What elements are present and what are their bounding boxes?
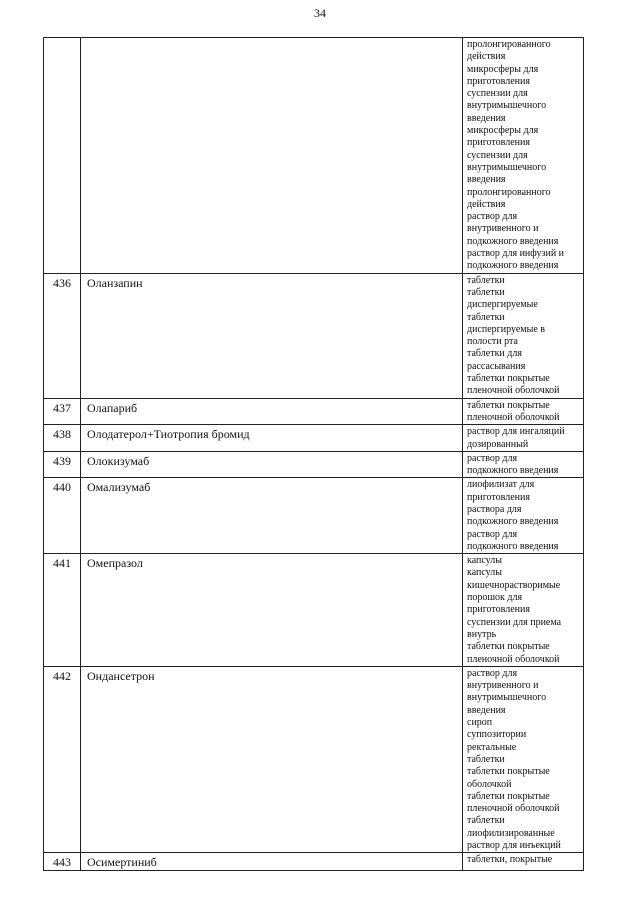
dosage-form-line: таблетки покрытые <box>467 641 550 653</box>
drug-name: Олокизумаб <box>81 451 463 478</box>
dosage-form-line: суспензии для приема <box>467 616 562 628</box>
table-row <box>44 273 584 398</box>
dosage-form-line: микросферы для <box>467 63 539 75</box>
dosage-form-line: подкожного введения <box>467 235 559 247</box>
table-row <box>44 451 584 478</box>
dosage-form-line: введения <box>467 704 506 716</box>
dosage-form-line: ректальные <box>467 741 517 753</box>
dosage-form-line: таблетки <box>467 753 505 765</box>
row-number: 442 <box>44 666 81 852</box>
dosage-forms <box>463 478 584 554</box>
dosage-form-line: раствор для инъекций <box>467 840 561 851</box>
dosage-form-line: оболочкой <box>467 778 512 790</box>
dosage-form-line: пленочной оболочкой <box>467 653 560 665</box>
dosage-form-line: таблетки <box>467 286 505 298</box>
dosage-form-line: диспергируемые в <box>467 323 546 335</box>
dosage-form-line: таблетки <box>467 311 505 323</box>
table-row <box>44 478 584 554</box>
dosage-form-line: внутримышечного <box>467 161 547 173</box>
dosage-forms <box>463 666 584 852</box>
table-row <box>44 853 584 871</box>
dosage-forms <box>463 398 584 425</box>
row-number <box>44 38 81 274</box>
dosage-form-line: пленочной оболочкой <box>467 803 560 815</box>
dosage-form-line: раствор для <box>467 452 518 464</box>
dosage-form-line: приготовления <box>467 75 530 87</box>
dosage-form-line: кишечнорастворимые <box>467 579 561 591</box>
dosage-form-line: диспергируемые <box>467 299 538 311</box>
dosage-form-line: лиофилизированные <box>467 827 555 839</box>
row-number: 441 <box>44 554 81 667</box>
dosage-form-line: внутримышечного <box>467 692 547 704</box>
row-number: 436 <box>44 273 81 398</box>
dosage-form-line: пленочной оболочкой <box>467 411 560 423</box>
row-number: 443 <box>44 853 81 871</box>
dosage-form-line: таблетки <box>467 274 505 286</box>
dosage-form-line: пролонгированного <box>467 186 551 198</box>
dosage-form-line: раствор для <box>467 667 518 679</box>
dosage-forms <box>463 853 584 871</box>
dosage-form-line: таблетки, покрытые <box>467 854 553 866</box>
dosage-form-line: рассасывания <box>467 360 526 372</box>
drug-name: Олодатерол+Тиотропия бромид <box>81 425 463 452</box>
dosage-form-line: приготовления <box>467 491 530 503</box>
dosage-form-line: действия <box>467 51 506 63</box>
dosage-form-line: таблетки покрытые <box>467 373 550 385</box>
dosage-form-line: суспензии для <box>467 88 528 100</box>
dosage-form-line: раствор для <box>467 211 518 223</box>
medicines-table-body <box>44 38 584 871</box>
table-row <box>44 666 584 852</box>
dosage-forms <box>463 425 584 452</box>
dosage-form-line: лиофилизат для <box>467 479 535 491</box>
dosage-form-line: раствор для инфузий и <box>467 248 565 260</box>
dosage-form-line: таблетки покрытые <box>467 790 550 802</box>
table-row <box>44 425 584 452</box>
dosage-form-line: внутривенного и <box>467 223 539 235</box>
dosage-form-line: сироп <box>467 717 493 729</box>
dosage-form-line: введения <box>467 174 506 186</box>
dosage-form-line: действия <box>467 198 506 210</box>
dosage-form-line: таблетки для <box>467 348 522 360</box>
medicines-table <box>43 37 584 871</box>
dosage-form-line: полости рта <box>467 336 518 348</box>
dosage-form-line: раствора для <box>467 503 522 515</box>
dosage-form-line: введения <box>467 112 506 124</box>
dosage-form-line: внутривенного и <box>467 680 539 692</box>
dosage-form-line: суппозитории <box>467 729 527 741</box>
dosage-form-line: подкожного введения <box>467 540 559 552</box>
dosage-form-line: таблетки покрытые <box>467 399 550 411</box>
dosage-form-line: капсулы <box>467 555 502 567</box>
drug-name: Осимертиниб <box>81 853 463 871</box>
drug-name <box>81 38 463 274</box>
row-number: 440 <box>44 478 81 554</box>
dosage-form-line: суспензии для <box>467 149 528 161</box>
row-number: 437 <box>44 398 81 425</box>
dosage-form-line: приготовления <box>467 604 530 616</box>
drug-name: Оланзапин <box>81 273 463 398</box>
dosage-forms <box>463 273 584 398</box>
dosage-form-line: раствор для ингаляций <box>467 426 565 438</box>
drug-name: Олапариб <box>81 398 463 425</box>
row-number: 439 <box>44 451 81 478</box>
dosage-form-line: таблетки покрытые <box>467 766 550 778</box>
dosage-form-line: микросферы для <box>467 125 539 137</box>
dosage-form-line: подкожного введения <box>467 260 559 272</box>
dosage-form-line: капсулы <box>467 567 502 579</box>
row-number: 438 <box>44 425 81 452</box>
dosage-forms <box>463 451 584 478</box>
drug-name: Ондансетрон <box>81 666 463 852</box>
dosage-form-line: раствор для <box>467 528 518 540</box>
dosage-forms <box>463 554 584 667</box>
dosage-form-line: пленочной оболочкой <box>467 385 560 397</box>
table-row <box>44 398 584 425</box>
dosage-form-line: таблетки <box>467 815 505 827</box>
dosage-form-line: внутримышечного <box>467 100 547 112</box>
dosage-form-line: приготовления <box>467 137 530 149</box>
dosage-form-line: порошок для <box>467 592 523 604</box>
page-number: 34 <box>314 6 326 20</box>
dosage-form-line: пролонгированного <box>467 39 551 50</box>
dosage-form-line: дозированный <box>467 438 529 450</box>
dosage-forms <box>463 38 584 274</box>
table-row <box>44 38 584 274</box>
drug-name: Омепразол <box>81 554 463 667</box>
dosage-form-line: подкожного введения <box>467 516 559 528</box>
drug-name: Омализумаб <box>81 478 463 554</box>
dosage-form-line: подкожного введения <box>467 465 559 477</box>
table-row <box>44 554 584 667</box>
dosage-form-line: внутрь <box>467 628 497 640</box>
